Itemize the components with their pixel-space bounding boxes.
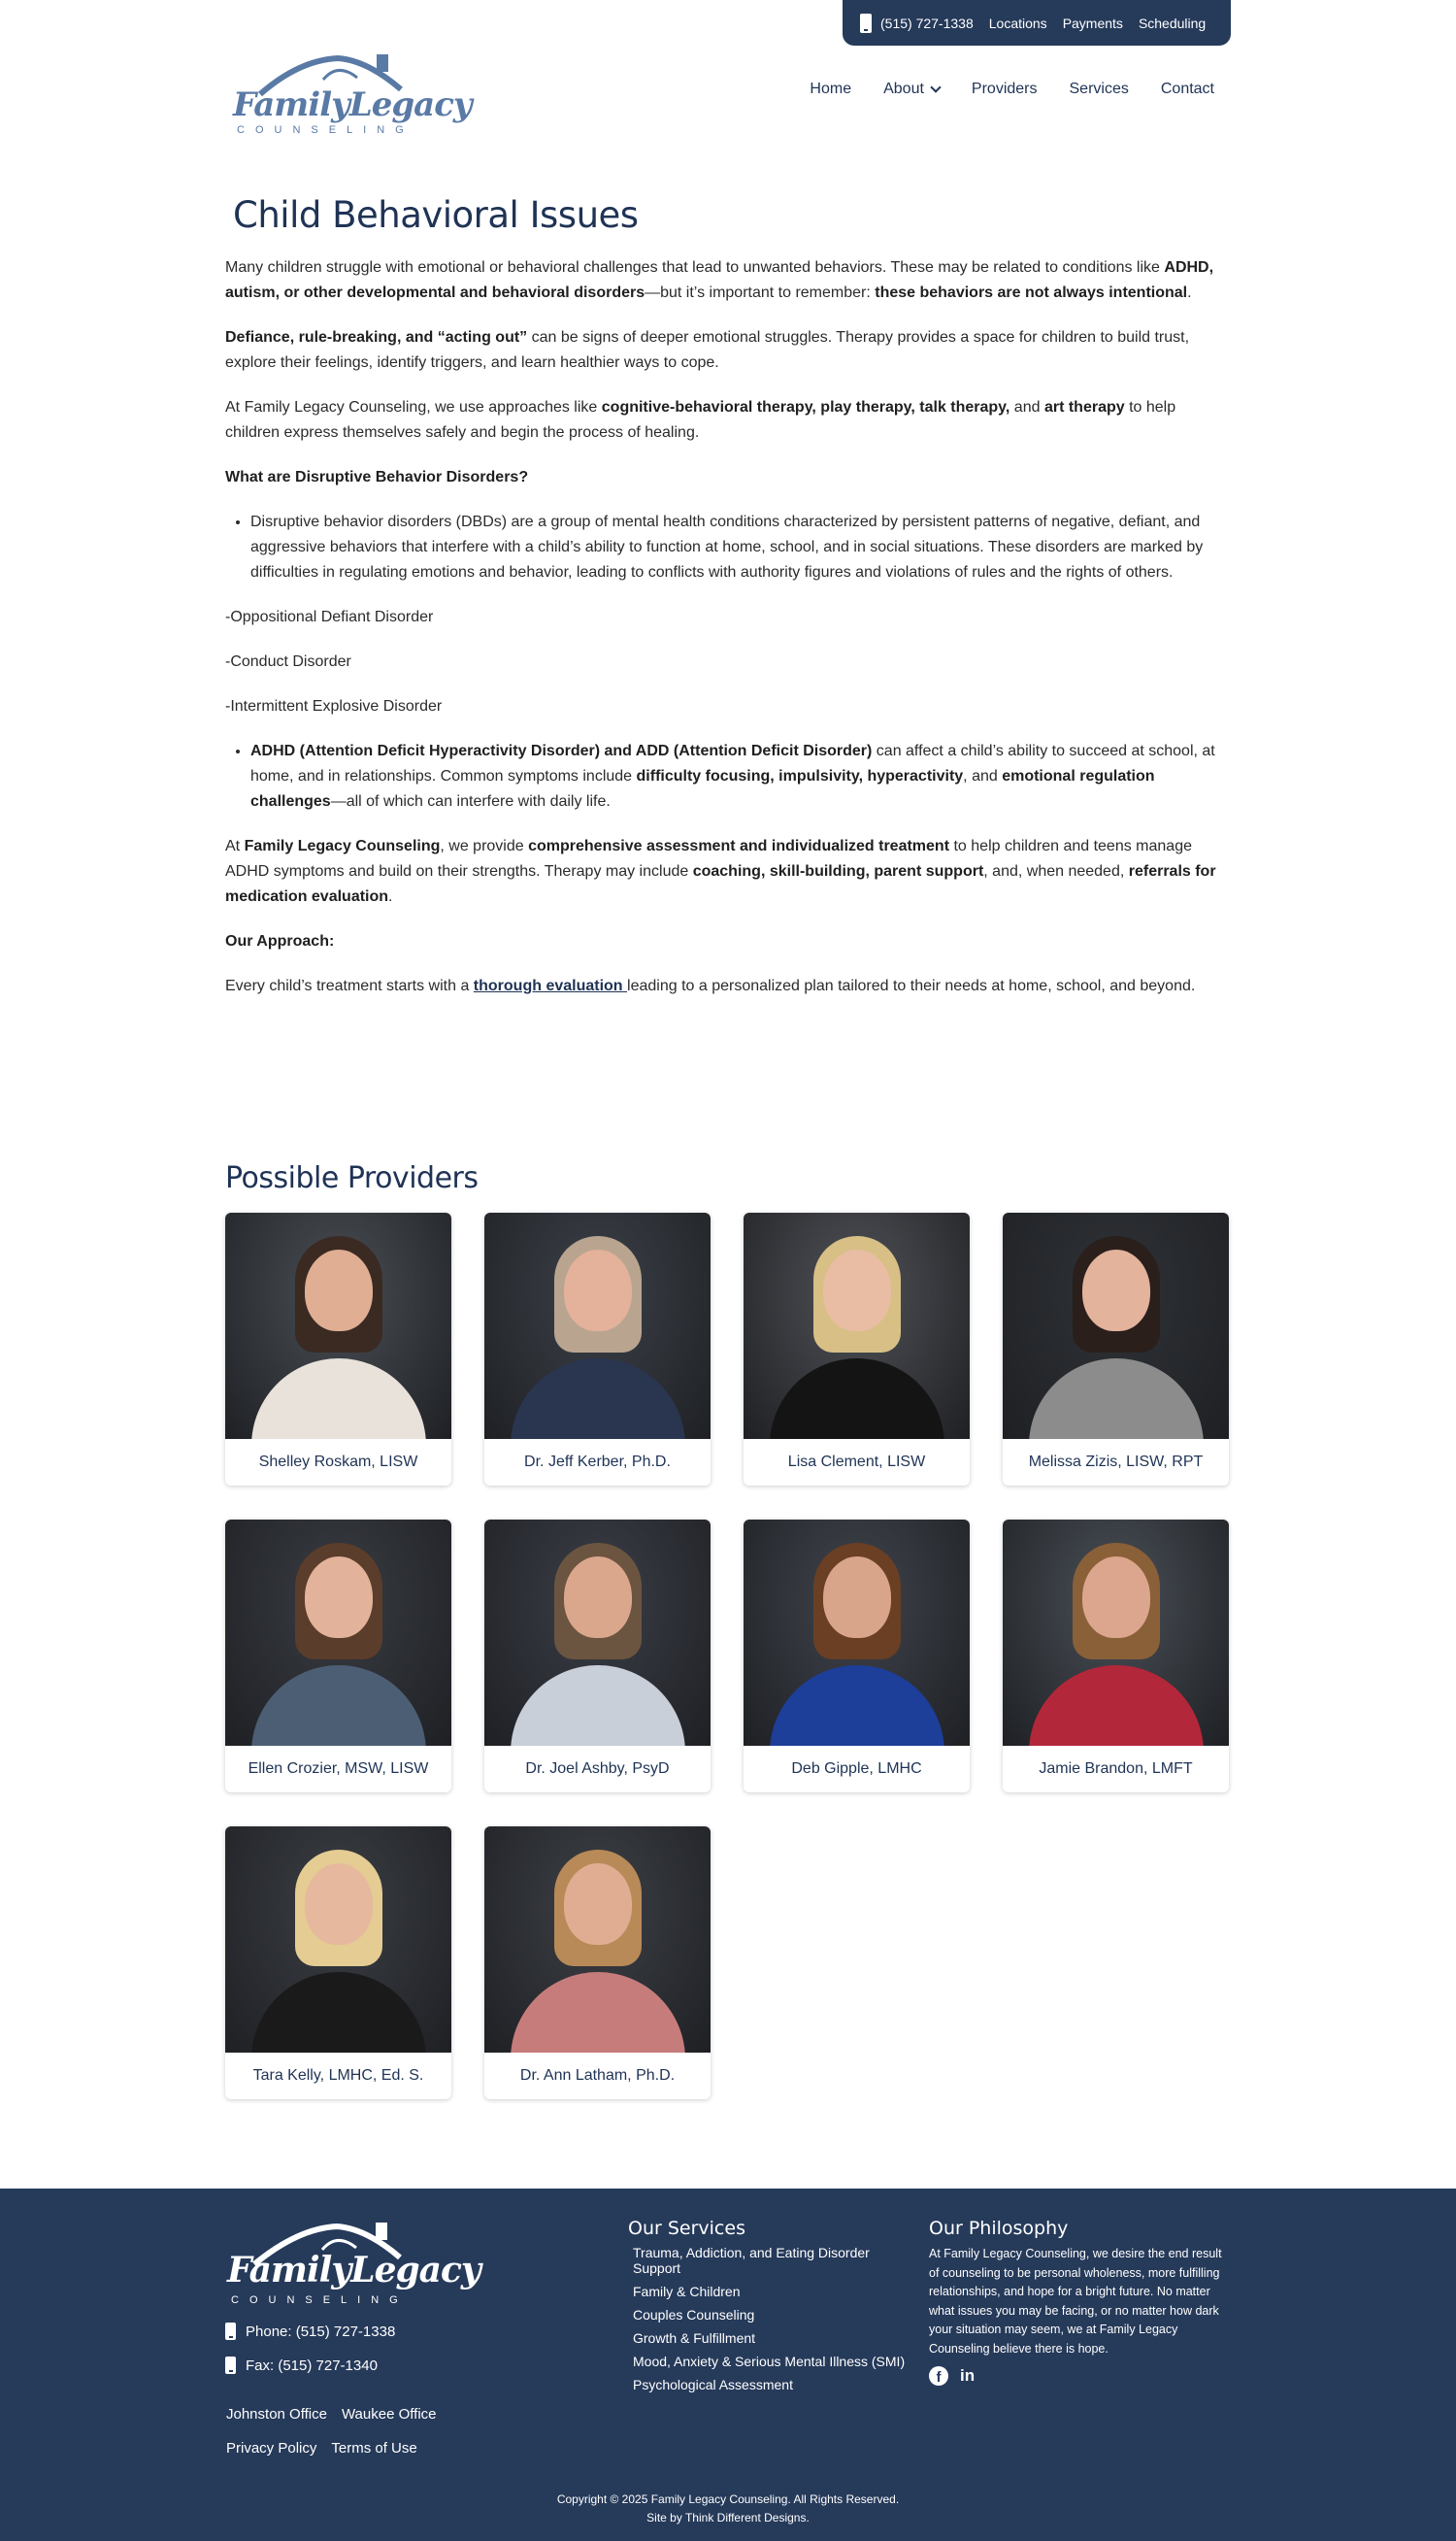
footer-service-trauma[interactable]: Trauma, Addiction, and Eating Disorder Support [633,2245,870,2276]
footer-legal [226,2440,417,2457]
nav-providers[interactable]: Providers [971,81,1038,97]
page-title: Child Behavioral Issues [233,194,639,236]
providers-heading: Possible Providers [225,1161,479,1195]
footer-service-assessment[interactable]: Psychological Assessment [633,2377,793,2392]
provider-photo[interactable] [1003,1520,1229,1746]
nav-about-label: About [883,81,924,97]
thorough-evaluation-link[interactable]: thorough evaluation [473,978,628,994]
provider-name[interactable]: Melissa Zizis, LISW, RPT [1028,1454,1204,1470]
footer-service-family[interactable]: Family & Children [633,2284,741,2299]
site-footer [0,2189,1456,2541]
provider-name[interactable]: Shelley Roskam, LISW [258,1454,418,1470]
main-content [225,194,1231,1019]
utility-phone-number[interactable]: (515) 727-1338 [880,15,974,31]
footer-fax-text: Fax: (515) 727-1340 [246,2357,378,2374]
footer-service-mood[interactable]: Mood, Anxiety & Serious Mental Illness (SMI) [633,2354,906,2369]
footer-service-couples[interactable]: Couples Counseling [633,2307,755,2323]
footer-logo-subtitle: COUNSELING [231,2294,409,2306]
utility-link-payments[interactable]: Payments [1062,15,1123,31]
utility-bar [843,0,1231,46]
provider-card[interactable] [484,1826,711,2099]
provider-card[interactable] [744,1213,970,1486]
assessment-paragraph: At Family Legacy Counseling, we provide comprehensive assessment and individualized treatment to help children and teens manage ADHD symptoms and build on their strengths. Therapy may include coaching, skill-building, parent support, and, when needed, referrals for medication evaluation. [225,838,1216,905]
utility-link-locations[interactable]: Locations [988,15,1047,31]
provider-photo[interactable] [484,1826,711,2053]
approaches-paragraph: At Family Legacy Counseling, we use approaches like cognitive-behavioral therapy, play therapy, talk therapy, and art therapy to help children express themselves safely and begin the process of healing. [225,399,1176,441]
provider-card[interactable] [225,1520,451,1792]
provider-name[interactable]: Deb Gipple, LMHC [791,1760,922,1777]
logo-wordmark: FamilyLegacy [233,85,472,124]
approach-paragraph: Every child’s treatment starts with a thorough evaluation leading to a personalized plan tailored to their needs at home, school, and beyond. [225,978,1196,994]
provider-photo[interactable] [225,1520,451,1746]
footer-phone-text: Phone: (515) 727-1338 [246,2323,396,2340]
provider-photo[interactable] [484,1213,711,1439]
defiance-paragraph: Defiance, rule-breaking, and “acting out” can be signs of deeper emotional struggles. Therapy provides a space for children to build trust, explore their feelings, identify triggers, and learn healthier ways to cope. [225,329,1190,371]
intro-paragraph: Many children struggle with emotional or behavioral challenges that lead to unwanted behaviors. These may be related to conditions like ADHD, autism, or other developmental and behavioral disorders—but it’s important to remember: these behaviors are not always intentional. [225,259,1214,301]
footer-service-growth[interactable]: Growth & Fulfillment [633,2330,756,2346]
footer-copyright [0,2491,1456,2527]
footer-philosophy [929,2218,1225,2386]
dbd-heading: What are Disruptive Behavior Disorders? [225,469,529,485]
provider-name[interactable]: Lisa Clement, LISW [787,1454,926,1470]
main-nav [810,81,1214,98]
provider-photo[interactable] [484,1520,711,1746]
footer-services-heading: Our Services [628,2218,745,2239]
provider-name[interactable]: Jamie Brandon, LMFT [1039,1760,1193,1777]
provider-photo[interactable] [225,1826,451,2053]
footer-fax [225,2357,395,2374]
provider-name[interactable]: Dr. Ann Latham, Ph.D. [519,2067,676,2084]
disorder-explosive: -Intermittent Explosive Disorder [225,698,443,715]
footer-link-johnston[interactable]: Johnston Office [226,2406,327,2423]
provider-card[interactable] [1003,1520,1229,1792]
footer-philosophy-text: At Family Legacy Counseling, we desire the end result of counseling to be personal wholeness, more fulfilling relationships, and hope for a bright future. No matter what issues you may be facing, or no matter how dark your situation may seem, we at Family Legacy Counseling believe there is hope. [929,2247,1222,2356]
adhd-list [250,739,1231,815]
dbd-list-item: • Disruptive behavior disorders (DBDs) are a group of mental health conditions characterized by persistent patterns of negative, defiant, and aggressive behaviors that interfere with a child’s ability to function at home, school, and in social situations. These disorders are marked by difficulties in regulating emotions and behavior, leading to conflicts with authority figures and violations of rules and the rights of others. [250,510,1231,585]
dbd-list [250,510,1231,585]
footer-contact [225,2323,395,2391]
provider-card[interactable] [484,1520,711,1792]
provider-name[interactable]: Tara Kelly, LMHC, Ed. S. [252,2067,424,2084]
utility-link-scheduling[interactable]: Scheduling [1138,15,1207,31]
nav-about[interactable] [883,81,940,98]
phone-icon [860,14,872,33]
footer-link-terms[interactable]: Terms of Use [331,2440,417,2457]
chevron-down-icon [930,82,941,92]
nav-services[interactable]: Services [1069,81,1129,97]
provider-photo[interactable] [744,1520,970,1746]
provider-card[interactable] [225,1826,451,2099]
providers-section [225,1161,1231,2099]
footer-philosophy-heading: Our Philosophy [929,2218,1069,2239]
providers-grid [225,1213,1231,2099]
nav-home[interactable]: Home [810,81,852,97]
provider-photo[interactable] [744,1213,970,1439]
provider-card[interactable] [484,1213,711,1486]
copyright-text: Copyright © 2025 Family Legacy Counseling. All Rights Reserved. [556,2492,900,2506]
provider-photo[interactable] [1003,1213,1229,1439]
fax-icon [225,2357,236,2374]
footer-logo[interactable] [225,2221,480,2310]
utility-phone[interactable] [860,14,974,33]
linkedin-icon[interactable]: in [960,2366,976,2385]
nav-contact[interactable]: Contact [1160,81,1214,97]
site-logo[interactable] [231,50,472,144]
provider-name[interactable]: Ellen Crozier, MSW, LISW [248,1760,429,1777]
footer-offices [226,2406,437,2423]
phone-icon [225,2323,236,2340]
provider-card[interactable] [744,1520,970,1792]
provider-card[interactable] [225,1213,451,1486]
provider-photo[interactable] [225,1213,451,1439]
adhd-list-item: • ADHD (Attention Deficit Hyperactivity Disorder) and ADD (Attention Deficit Disorder) can affect a child’s ability to succeed at school, at home, and in relationships. Common symptoms include difficulty focusing, impulsivity, hyperactivity, and emotional regulation challenges—all of which can interfere with daily life. [250,739,1231,815]
disorder-conduct: -Conduct Disorder [225,653,351,670]
provider-name[interactable]: Dr. Joel Ashby, PsyD [525,1760,670,1777]
provider-name[interactable]: Dr. Jeff Kerber, Ph.D. [524,1454,671,1470]
footer-link-privacy[interactable]: Privacy Policy [226,2440,317,2457]
site-header [0,46,1456,152]
approach-heading: Our Approach: [225,933,335,950]
facebook-icon[interactable]: f [929,2366,948,2386]
footer-services [628,2218,919,2400]
footer-phone[interactable] [225,2323,395,2340]
social-links [929,2366,1225,2386]
footer-logo-wordmark: FamilyLegacy [227,2250,480,2290]
logo-subtitle: COUNSELING [237,124,414,136]
provider-card[interactable] [1003,1213,1229,1486]
disorder-oppositional: -Oppositional Defiant Disorder [225,609,434,625]
footer-link-waukee[interactable]: Waukee Office [341,2406,437,2423]
site-credit[interactable]: Site by Think Different Designs. [646,2511,810,2524]
